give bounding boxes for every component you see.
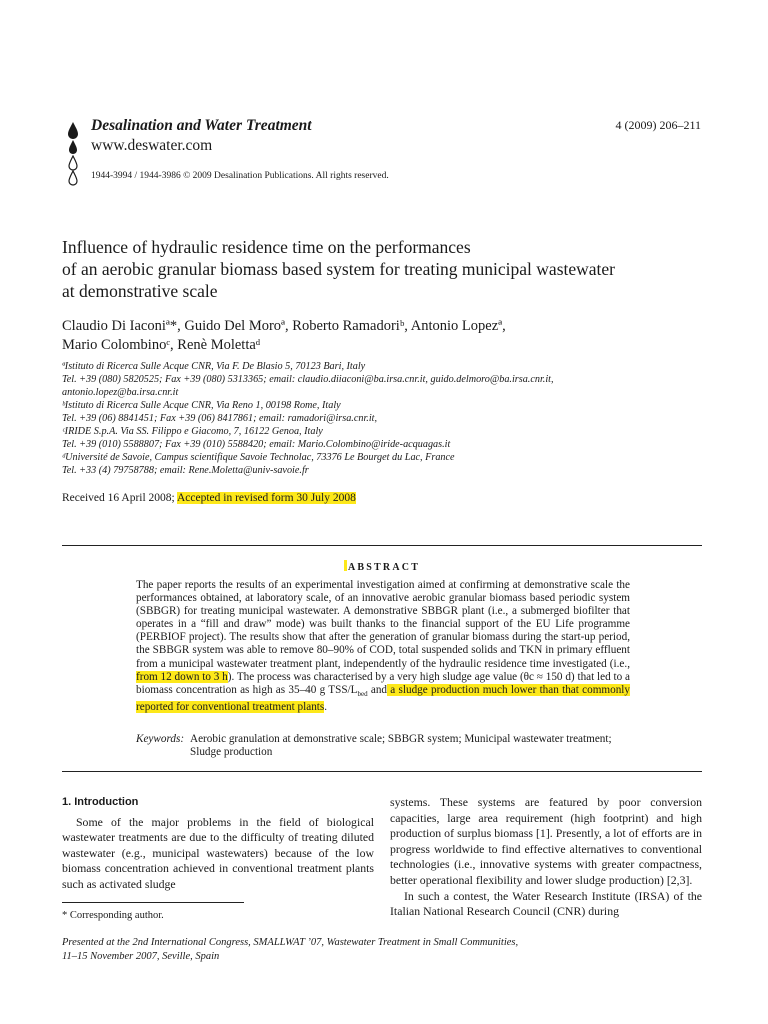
affiliation-line: Tel. +39 (080) 5820525; Fax +39 (080) 5313365; email: claudio.diiaconi@ba.irsa.cnr.it, guido.delmoro@ba.irsa.cnr.it, (62, 374, 554, 385)
journal-url[interactable]: www.deswater.com (91, 137, 213, 154)
right-column (390, 795, 702, 920)
affiliation-line: ªIstituto di Ricerca Sulle Acque CNR, Via F. De Blasio 5, 70123 Bari, Italy (62, 361, 366, 372)
section-heading: 1. Introduction (62, 796, 139, 808)
abstract-highlight: a sludge production much lower than that commonly reported for conventional treatment plants (136, 683, 630, 714)
accepted-date-highlight: Accepted in revised form 30 July 2008 (176, 492, 356, 504)
affiliation-line: Tel. +39 (06) 8841451; Fax +39 (06) 8417861; email: ramadori@irsa.cnr.it, (62, 413, 378, 424)
presented-line: 11–15 November 2007, Seville, Spain (62, 951, 220, 962)
affiliations (62, 360, 702, 477)
affiliation-line: ᶜIRIDE S.p.A. Via SS. Filippo e Giacomo, 7, 16122 Genoa, Italy (62, 426, 323, 437)
abstract-text-part: . (324, 701, 328, 714)
paragraph: Some of the major problems in the field of biological wastewater treatments are due to the difficulty of treating diluted wastewater (e.g., municipal wastewaters) because of the low biomass concentration achieved in conventional treatment plants such as activated sludge (62, 814, 374, 891)
abstract-heading-text: ABSTRACT (348, 562, 421, 573)
title-line: at demonstrative scale (62, 281, 218, 301)
abstract-text (136, 579, 630, 714)
article-title (62, 236, 712, 302)
author-list (62, 317, 702, 355)
abstract-text-part: The paper reports the results of an experimental investigation aimed at confirming at demonstrative scale the performances obtained, at laboratory scale, of an innovative aerobic granular biomass based periodic system (SBBGR) for treating municipal wastewater. A demonstrative SBBGR plant (i.e., a submerged biofilter that operates in a “fill and draw” mode) was built thanks to the financial support of the EU Life programme (PERBIOF project). The results show that after the generation of granular biomass during the start-up period, the SBBGR system was able to remove 80–90% of COD, total suspended solids and TKN in primary effluent from a municipal wastewater treatment plant, independently of the hydraulic residence time investigated (i.e., (136, 579, 630, 670)
received-dates (62, 492, 356, 504)
abstract-text-part: and (367, 683, 388, 696)
volume-pages: 4 (2009) 206–211 (615, 118, 701, 132)
footnote-rule (62, 902, 244, 903)
received-date: Received 16 April 2008; (62, 492, 177, 504)
authors-line: Claudio Di Iaconiª*, Guido Del Moroª, Roberto Ramadoriᵇ, Antonio Lopezª, (62, 318, 506, 334)
presented-line: Presented at the 2nd International Congress, SMALLWAT ’07, Wastewater Treatment in Small Communities, (62, 937, 519, 948)
affiliation-line: Tel. +39 (010) 5588807; Fax +39 (010) 5588420; email: Mario.Colombino@iride-acquagas.it (62, 439, 451, 450)
abstract-highlight: from 12 down to 3 h (136, 670, 228, 683)
presented-at-note (62, 936, 662, 964)
abstract-text-part: ). The process was characterised by a very high sludge age value (θc ≈ 150 d) that led to a biomass concentration as high as 35–40 g TSS/L (136, 670, 630, 696)
water-drops-logo-icon (62, 120, 84, 190)
abstract-bottom-rule (62, 771, 702, 772)
corresponding-author-note: * Corresponding author. (62, 910, 164, 921)
affiliation-line: ᵇIstituto di Ricerca Sulle Acque CNR, Via Reno 1, 00198 Rome, Italy (62, 400, 341, 411)
affiliation-line: Tel. +33 (4) 79758788; email: Rene.Moletta@univ-savoie.fr (62, 465, 309, 476)
keywords (136, 733, 630, 759)
highlight-mark (344, 560, 347, 571)
paragraph: In such a contest, the Water Research Institute (IRSA) of the Italian National Research Council (CNR) during (390, 888, 702, 919)
keywords-label: Keywords: (136, 733, 185, 745)
affiliation-line: ᵈUniversité de Savoie, Campus scientifique Savoie Technolac, 73376 Le Bourget du Lac, France (62, 452, 455, 463)
title-line: Influence of hydraulic residence time on the performances (62, 237, 471, 257)
left-column (62, 795, 374, 893)
issn-copyright: 1944-3994 / 1944-3986 © 2009 Desalination Publications. All rights reserved. (91, 171, 389, 181)
unit-subscript: bed (357, 689, 368, 698)
abstract-heading (344, 560, 420, 573)
keywords-text: Aerobic granulation at demonstrative scale; SBBGR system; Municipal wastewater treatment; Sludge production (190, 733, 612, 759)
journal-title: Desalination and Water Treatment (91, 117, 312, 134)
authors-line: Mario Colombinoᶜ, Renè Molettaᵈ (62, 337, 261, 353)
abstract-top-rule (62, 545, 702, 546)
affiliation-line: antonio.lopez@ba.irsa.cnr.it (62, 387, 179, 398)
title-line: of an aerobic granular biomass based system for treating municipal wastewater (62, 259, 616, 279)
paragraph: systems. These systems are featured by poor conversion capacities, large area requirement (high footprint) and high production of surplus biomass [1]. Presently, a lot of efforts are in progress worldwide to find effective alternatives to conventional technologies (i.e., innovative systems with greater compactness, better operational flexibility and lower sludge production) [2,3]. (390, 795, 702, 887)
